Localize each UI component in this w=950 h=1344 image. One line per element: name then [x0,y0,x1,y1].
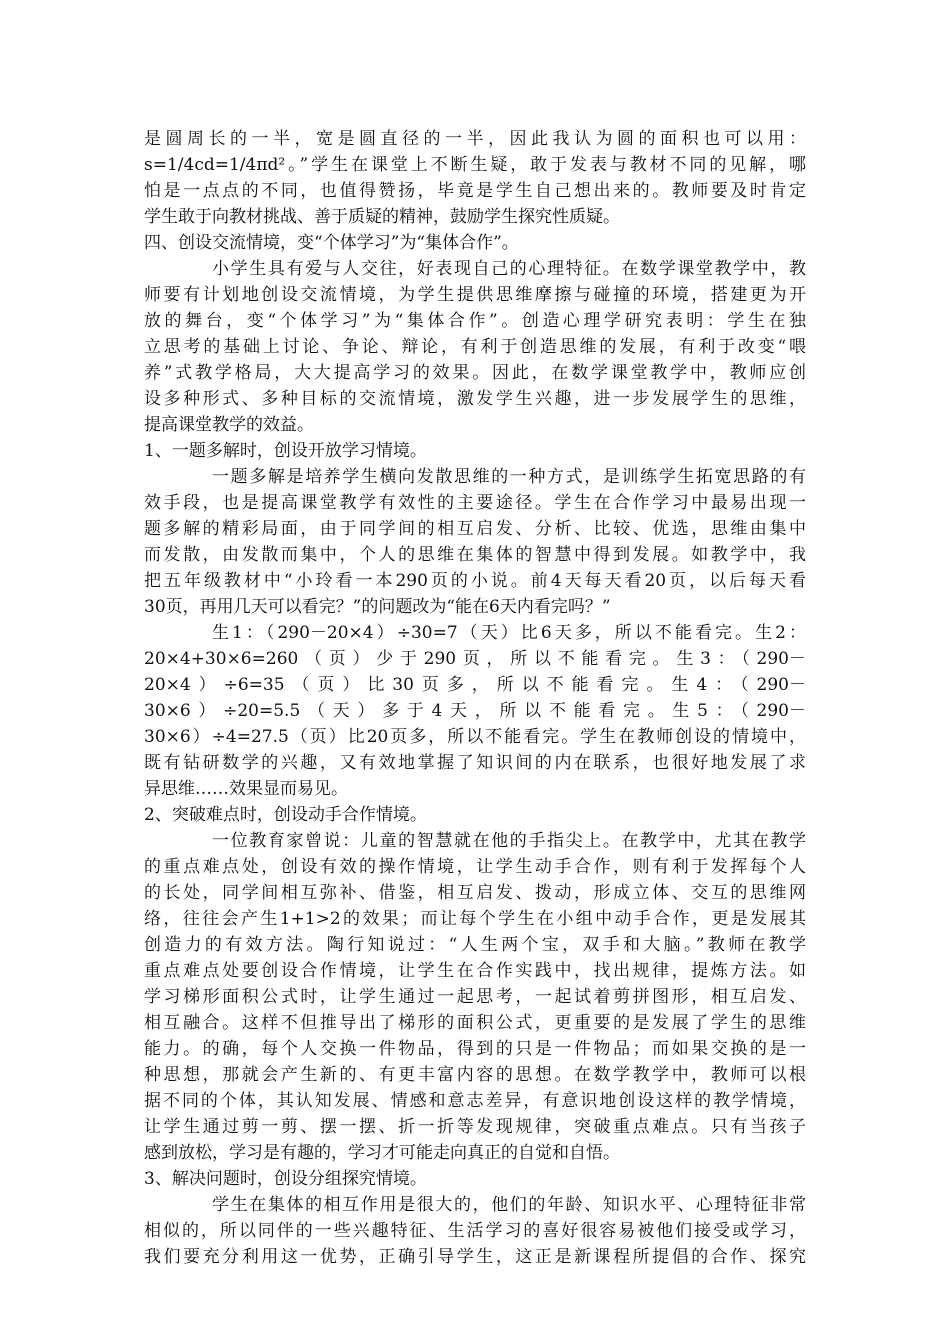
subheading-text: 3、解决问题时，创设分组探究情境。 [144,1169,427,1189]
text-line: 异思维……效果显而易见。 [144,779,348,799]
subheading-3 [144,1166,806,1192]
text-line: 的重点难点处，创设有效的操作情境，让学生动手合作，则有利于发挥每个人 [144,857,806,877]
text-line: 能力。的确，每个人交换一件物品，得到的只是一件物品；而如果交换的是一 [144,1039,806,1059]
text-line: 而发散，由发散而集中，个人的思维在集体的智慧中得到发展。如教学中，我 [144,545,806,565]
paragraph-hands-on-cooperation [144,828,806,1166]
text-line: 一位教育家曾说：儿童的智慧就在他的手指尖上。在教学中，尤其在教学 [212,831,806,851]
heading-text: 四、创设交流情境，变“个体学习”为“集体合作”。 [144,233,519,253]
text-line: 相互融合。这样不但推导出了梯形的面积公式，更重要的是发展了学生的思维 [144,1013,806,1033]
text-line: 既有钻研数学的兴趣，又有效地掌握了知识间的内在联系，也很好地发展了求 [144,753,806,773]
text-line: 设多种形式、多种目标的交流情境，激发学生兴趣，进一步发展学生的思维， [144,389,806,409]
text-line: 一题多解是培养学生横向发散思维的一种方式，是训练学生拓宽思路的有 [212,467,806,487]
text-line: 相似的，所以同伴的一些兴趣特征、生活学习的喜好很容易被他们接受或学习， [144,1221,806,1241]
text-line: 养”式教学格局，大大提高学习的效果。因此，在数学课堂教学中，教师应创 [144,363,806,383]
text-line: 30页，再用几天可以看完？”的问题改为“能在6天内看完吗？” [144,597,611,617]
text-line: 把五年级教材中“小玲看一本290页的小说。前4天每天看20页，以后每天看 [144,571,806,591]
text-line: 立思考的基础上讨论、争论、辩论，有利于创造思维的发展，有利于改变“喂 [144,337,806,357]
text-line-formula: s=1/4cd=1/4πd²。”学生在课堂上不断生疑，敢于发表与教材不同的见解，哪 [144,155,806,175]
text-line: 的长处，同学间相互弥补、借鉴，相互启发、拨动，形成立体、交互的思维网 [144,883,806,903]
text-line: 放的舞台，变“个体学习”为“集体合作”。创造心理学研究表明：学生在独 [144,311,806,331]
subheading-text: 2、突破难点时，创设动手合作情境。 [144,805,427,825]
text-line: 学习梯形面积公式时，让学生通过一起思考，一起试着剪拼图形，相互启发、 [144,987,806,1007]
text-line: 师要有计划地创设交流情境，为学生提供思维摩擦与碰撞的环境，搭建更为开 [144,285,806,305]
text-line: 创造力的有效方法。陶行知说过：“人生两个宝，双手和大脑。”教师在教学 [144,935,806,955]
document-page [144,126,806,1270]
subheading-text: 1、一题多解时，创设开放学习情境。 [144,441,427,461]
text-line: 怕是一点点的不同，也值得赞扬，毕竟是学生自己想出来的。教师要及时肯定 [144,181,806,201]
text-line: 让学生通过剪一剪、摆一摆、折一折等发现规律，突破重点难点。只有当孩子 [144,1117,806,1137]
paragraph-group-inquiry [144,1192,806,1270]
text-line: 我们要充分利用这一优势，正确引导学生，这正是新课程所提倡的合作、探究 [144,1247,806,1267]
text-line: 络，往往会产生1+1>2的效果；而让每个学生在小组中动手合作，更是发展其 [144,909,806,929]
text-line: 种思想，那就会产生新的、有更丰富内容的思想。在数学教学中，教师可以根 [144,1065,806,1085]
text-line: 生1：（290－20×4）÷30=7（天）比6天多，所以不能看完。生2： [212,623,806,643]
section-heading-4 [144,230,806,256]
text-line: 20×4）÷6=35（页）比30页多，所以不能看完。生4：（290－ [144,675,806,695]
text-line: 感到放松，学习是有趣的，学习才可能走向真正的自觉和自悟。 [144,1143,620,1163]
text-line: 小学生具有爱与人交往，好表现自己的心理特征。在数学课堂教学中，教 [212,259,806,279]
text-line: 30×6）÷4=27.5（页）比20页多，所以不能看完。学生在教师创设的情境中， [144,727,806,747]
text-line: 题多解的精彩局面，由于同学间的相互启发、分析、比较、优选，思维由集中 [144,519,806,539]
paragraph-continuation [144,126,806,230]
text-line: 20×4+30×6=260（页）少于290页，所以不能看完。生3：（290－ [144,649,806,669]
text-line: 据不同的个体，其认知发展、情感和意志差异，有意识地创设这样的教学情境， [144,1091,806,1111]
subheading-1 [144,438,806,464]
text-line: 提高课堂教学的效益。 [144,415,314,435]
paragraph-multiple-solutions [144,464,806,620]
subheading-2 [144,802,806,828]
text-line: 30×6）÷20=5.5（天）多于4天，所以不能看完。生5：（290－ [144,701,806,721]
text-line: 学生敢于向教材挑战、善于质疑的精神，鼓励学生探究性质疑。 [144,207,620,227]
text-line: 是圆周长的一半，宽是圆直径的一半，因此我认为圆的面积也可以用： [144,129,806,149]
text-line: 效手段，也是提高课堂教学有效性的主要途径。学生在合作学习中最易出现一 [144,493,806,513]
paragraph-exchange-context [144,256,806,438]
text-line: 学生在集体的相互作用是很大的，他们的年龄、知识水平、心理特征非常 [212,1195,806,1215]
text-line: 重点难点处要创设合作情境，让学生在合作实践中，找出规律，提炼方法。如 [144,961,806,981]
paragraph-student-answers [144,620,806,802]
